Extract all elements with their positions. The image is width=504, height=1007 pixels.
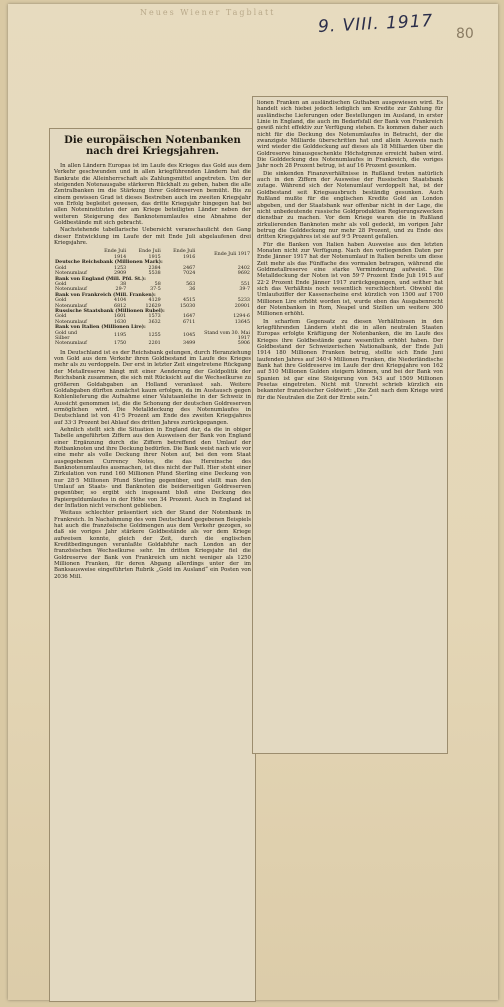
table-cell: 3499 — [183, 341, 196, 347]
table-cell: 2467 — [183, 265, 196, 271]
table-bank-name: Bank von England (Mill. Pfd. St.): — [55, 275, 146, 282]
table-cell: 4104 — [114, 298, 127, 304]
table-cell: Notenumlauf — [55, 271, 87, 277]
table-cell: 6711 — [183, 319, 196, 325]
table-cell: 563 — [186, 281, 196, 287]
table-cell: 37·5 — [150, 287, 161, 293]
body-paragraph: Die sinkenden Finanzverhältnisse in Rußland treten natürlich auch in den Ziffern der Ausweise der Russischen Staatsbank zutage. Während sich der Notenumlauf verdoppelt hat, ist der Goldbestand seit Kriegsausbruch beständig gesunken. Auch Rußland mußte für die englischen Kredite Gold an London abgeben, und der Staatsbank war offenbar nicht in der Lage, die nicht unbedeutende russische Goldproduktion Regierungszwecken dienstbar zu machen. Vor dem Kriege waren die in Rußland zirkulierenden Banknoten mehr als voll gedeckt, im vorigen Jahr betrug die Golddeckung nur mehr 28 Prozent, und zu Ende des dritten Kriegsjahres ist sie auf 9·5 Prozent gefallen. — [257, 170, 443, 241]
table-cell: 20901 — [234, 303, 250, 309]
table-cell: 2909 — [114, 271, 127, 277]
table-cell: 5538 — [148, 271, 161, 277]
table-cell: 1601 — [114, 314, 127, 320]
table-col-header: Ende Juli 1916 — [173, 249, 196, 260]
table-cell: 4129 — [148, 298, 161, 304]
table-cell: 9692 — [237, 271, 250, 277]
table-cell: 58 — [154, 281, 161, 287]
table-cell: 1253 — [114, 265, 127, 271]
table-cell: 5906 — [237, 341, 250, 347]
table-col-header: Ende Juli 1914 — [104, 249, 127, 260]
table-cell: 38 — [120, 281, 127, 287]
body-paragraph: In scharfem Gegensatz zu diesen Verhältnissen in den kriegführenden Ländern steht die in allen neutralen Staaten Europas erfolgte Kräftigung der Notenbanken, die im Laufe des Krieges ihre Goldbestände ganz wesentlich erhöht haben. Der Goldbestand der Schweizerischen Nationalbank, der Ende Juli 1914 180 Millionen Franken betrug, stellte sich Ende Juni laufenden Jahres auf 340·4 Millionen Franken, die Niederländische Bank hat ihre Goldreserve im Laufe der drei Kriegsjahre von 162 auf 510 Millionen Gulden steigern können, und bei der Bank von Spanien ist gar eine Steigerung von 543 auf 1509 Millionen Pesetas eingetreten. Nicht mit Unrecht schrieb kürzlich ein bekannter französischer Goldwirt: „Die Zeit nach dem Kriege wird für die Neutralen die Zeit der Ernte sein.“ — [257, 318, 443, 401]
table-intro: Nachstehende tabellarische Uebersicht veranschaulicht den Gang dieser Entwicklung im Laufe der mit Ende Juli abgelaufenen drei Kriegsjahre. — [54, 227, 251, 247]
table-cell: 1630 — [114, 319, 127, 325]
table-cell: 2384 — [148, 265, 161, 271]
table-cell: 13645 — [234, 319, 250, 325]
table-cell: 15030 — [180, 303, 196, 309]
table-cell: 6812 — [114, 303, 127, 309]
table-col-header: Ende Juli 1917 — [214, 252, 250, 258]
table-cell: 3632 — [148, 319, 161, 325]
newspaper-clipping-right — [252, 96, 448, 754]
table-cell: 29·7 — [115, 287, 127, 293]
table-row — [54, 341, 251, 346]
newspaper-clipping-left — [49, 128, 256, 1002]
table-cell: 39·7 — [239, 287, 250, 293]
table-cell: 1573 — [148, 314, 161, 320]
faint-masthead: Neues Wiener Tagblatt — [140, 8, 276, 17]
table-cell: Notenumlauf — [55, 303, 87, 309]
table-bank-name: Russische Staatsbank (Millionen Rubel): — [55, 307, 165, 314]
table-cell: Notenumlauf — [55, 341, 87, 347]
table-cell: 5233 — [237, 298, 250, 304]
table-cell: Gold — [55, 265, 67, 271]
body-paragraph: In Deutschland ist es der Reichsbank gelungen, durch Heranziehung von Gold aus dem Verkehr ihren Goldbestand im Laufe des Krieges mehr als zu verdoppeln. Der erst in letzter Zeit eingetretene Rückgang der Metallreserve hängt mit einer Aenderung der Goldpolitik der Reichsbank zusammen, die sich mit Rücksicht auf die Wechselkurse zu größeren Goldabgaben an Holland veranlasst sah. Weitere Goldabgaben dürften zunächst kaum erfolgen, da im Austausch gegen Kohlenlieferung die Aufnahme einer Valutaanleihe in der Schweiz in Aussicht genommen ist, die die Schonung der deutschen Goldreserven ermöglichen wird. Die Metalldeckung des Notenumlaufes in Deutschland ist von 41·5 Prozent am Ende des zweiten Kriegsjahres auf 33·3 Prozent bei Ablauf des dritten Jahres zurückgegangen. — [54, 349, 251, 426]
table-cell: Gold und Silber — [55, 330, 78, 341]
table-cell: Gold — [55, 314, 67, 320]
table-cell: 1255 — [148, 333, 161, 339]
notenbank-table — [54, 249, 251, 346]
table-cell: Gold — [55, 298, 67, 304]
article-title: Die europäischen Notenbanken nach drei Kriegsjahren. — [64, 135, 241, 157]
table-cell: 36 — [189, 287, 196, 293]
table-cell: 1045 — [183, 333, 196, 339]
table-cell: 1647 — [183, 314, 196, 320]
table-cell: 7024 — [183, 271, 196, 277]
table-cell: 4515 — [183, 298, 196, 304]
table-col-header: Ende Juli 1915 — [138, 249, 161, 260]
table-cell: Gold — [55, 281, 67, 287]
table-cell: 1195 — [114, 333, 127, 339]
table-row — [54, 331, 251, 342]
body-paragraph: Weitaus schlechter präsentiert sich der Stand der Notenbank in Frankreich. In Nachahmung des vom Deutschland gegebenen Beispiels hat auch die französische Goldmengen aus dem Verkehr gezogen, so daß sie voriges Jahr stärkere Goldbestände als vor dem Kriege aufweisen konnte, gleich der Zeit, durch die englischen Kreditbedingungen veranlaßte Goldabfuhr nach London an der französischen Wechselkurse sehr. Im dritten Kriegsjahr fiel die Goldreserve der Bank von Frankreich um nicht weniger als 1250 Millionen Franken, für deren Abgang allerdings unter der im Banksausweise eingeführten Rubrik „Gold im Ausland“ ein Posten von 2036 Mill. — [54, 510, 251, 580]
body-paragraph: Aehnlich stellt sich die Situation in England dar, da die in obiger Tabelle angeführten Ziffern aus den Ausweisen der Bank von England einer Ergänzung durch die Ziffern betreffend den Umlauf der Rotbanknoten und ihre Deckung bedürfen. Die Bank weist nach wie vor eine mehr als volle Deckung ihrer Noten auf, bei den vom Staat ausgegebenen Currency Notes, die das Hereinsche des Banknotenumlaufes ausmachen, ist dies nicht der Fall. Hier steht einer Zirkulation von rund 160 Millionen Pfund Sterling eine Deckung von nur 28·5 Millionen Pfund Sterling gegenüber, und stellt man den Umlauf an Staats- und Banknoten die beiderseitigen Goldreserven gegenüber, so ergibt sich insgesamt bloß eine Deckung des Papiergeldumlaufes in der Höhe von 34 Prozent. Auch in England ist der Inflation nicht verschont geblieben. — [54, 426, 251, 510]
body-paragraph: lionen Franken an ausländischen Guthaben ausgewiesen wird. Es handelt sich hiebei jedoch lediglich um Kredite zur Zahlung für ausländische Lieferungen oder Bestellungen im Ausland, in erster Linie in England, die auch im Bedarfsfall der Bank von Frankreich gewiß nicht effektiv zur Verfügung stehen. Es kommen daher auch nicht für die Deckung des Notenumlaufes in Betracht, der die zwanzigste Milliarde überschritten hat und allein Ausweis nach wird wieder die Golddeckung auf dieses als 18 Milliarden über die Goldreserve hinausgeschenkte Höchstgrenze erreicht haben wird. Die Golddeckung des Notenumlaufes in Frankreich, die voriges Jahr noch 28 Prozent betrug, ist auf 16 Prozent gesunken. — [257, 100, 443, 170]
table-cell: Notenumlauf — [55, 319, 87, 325]
table-bank-name: Deutsche Reichsbank (Millionen Mark): — [55, 259, 163, 266]
body-paragraph: Für die Banken von Italien haben Ausweise aus den letzten Monaten nicht zur Verfügung. Nach den vorliegenden Daten per Ende Jänner 1917 hat der Notenumlauf in Italien bereits um diese Zeit mehr als das Fünffache des vormalen betragen, während die Goldmetallreserve eine starke Verminderung aufweist. Die Metalldeckung der Noten ist von 59·7 Prozent Ende Juli 1915 auf 22·2 Prozent Ende Jänner 1917 zurückgegangen, und seither hat sich das Verhältnis noch wesentlich verschlechtert. Obwohl die Umlaufsziffer der Kassenscheine erst kürzlich von 1500 auf 1700 Millionen Lire erhöht worden ist, wurde eben das Ausgabenrecht der Notenbanken in Rom, Neapel und Sizilien um weitere 300 Millionen erhöht. — [257, 241, 443, 318]
table-body — [54, 260, 251, 347]
article-intro: In allen Ländern Europas ist im Laufe des Krieges das Gold aus dem Verkehr geschwunden und in allen kriegführenden Ländern hat die Bankrate die Alleinherrschaft als Zahlungsmittel angetreten. Um der steigenden Notenausgabe stärkeren Rückhalt zu geben, haben die alle Zentralbanken im die Stärkung ihrer Goldreserven bemüht. Bis zu einem gewissen Grad ist dieses Bestreben auch im zweiten Kriegsjahr von Erfolg begleitet gewesen, das dritte Kriegsjahr hingegen hat bei allen Noteninstituten der am Kriege beteiligten Länder neben der weiteren Steigerung des Banknotenumlaufes eine Abnahme der Goldbestände mit sich gebracht. — [54, 163, 251, 227]
table-cell: Notenumlauf — [55, 287, 87, 293]
table-cell: 1294·6 — [233, 314, 250, 320]
table-cell: 551 — [240, 281, 250, 287]
table-cell: 1750 — [114, 341, 127, 347]
table-bank-name: Bank von Frankreich (Mill. Franken): — [55, 291, 156, 298]
table-cell: 12629 — [145, 303, 161, 309]
table-cell: 2201 — [148, 341, 161, 347]
handwritten-date: 9. VIII. 1917 — [317, 10, 434, 38]
table-cell: 2402 — [237, 265, 250, 271]
table-cell: Stand vom 30. Mai 1917 — [204, 330, 250, 341]
table-bank-name: Bank von Italien (Millionen Lire): — [55, 324, 146, 331]
page-number: 80 — [456, 26, 474, 42]
